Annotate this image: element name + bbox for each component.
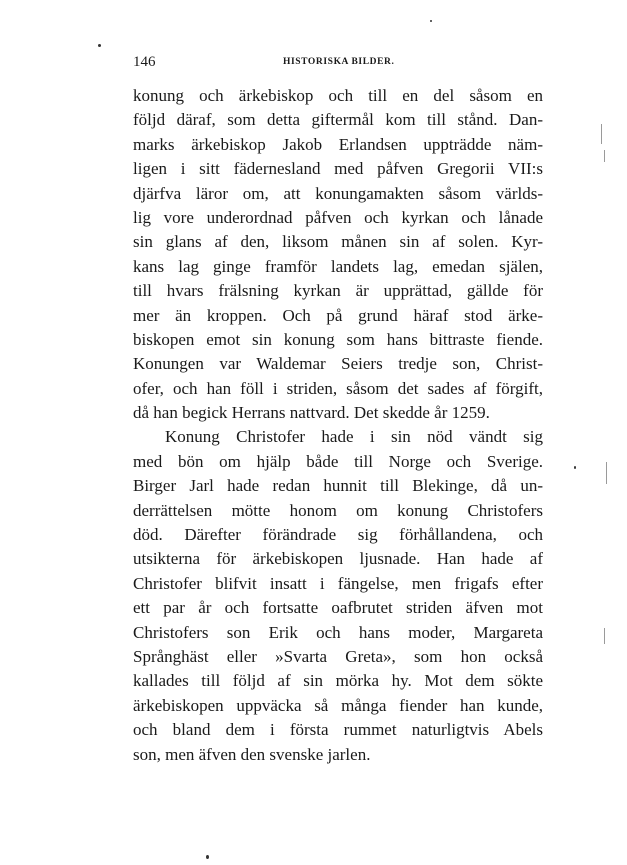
dust-speck bbox=[98, 44, 101, 47]
text-line: och bland dem i första rummet naturligtvis Abels bbox=[133, 720, 543, 740]
text-line: till hvars frälsning kyrkan är upprättad, gällde för bbox=[133, 281, 543, 301]
dust-speck bbox=[574, 466, 576, 469]
text-line: ärkebiskopen uppväcka så många fiender han kunde, bbox=[133, 695, 543, 715]
running-head bbox=[133, 53, 543, 71]
show-through-mark bbox=[601, 124, 602, 144]
text-line: derrättelsen mötte honom om konung Christofers bbox=[133, 500, 543, 520]
text-line: ligen i sitt fädernesland med påfven Gregorii VII:s bbox=[133, 159, 543, 179]
text-line: utsikterna för ärkebiskopen ljusnade. Han hade af bbox=[133, 549, 543, 569]
text-line: Christofers son Erik och hans moder, Margareta bbox=[133, 622, 543, 642]
text-line: biskopen emot sin konung som hans bittraste fiende. bbox=[133, 329, 543, 349]
page-number: 146 bbox=[133, 54, 156, 70]
text-line: Konungen var Waldemar Seiers tredje son, Christ- bbox=[133, 354, 543, 374]
paragraph-2 bbox=[133, 425, 543, 766]
text-line: kans lag ginge framför landets lag, emedan själen, bbox=[133, 256, 543, 276]
text-line: Birger Jarl hade redan hunnit till Blekinge, då un- bbox=[133, 476, 543, 496]
text-line: följd däraf, som detta giftermål kom till stånd. Dan- bbox=[133, 110, 543, 130]
text-line: djärfva läror om, att konungamakten såsom världs- bbox=[133, 183, 543, 203]
show-through-mark bbox=[604, 150, 605, 162]
text-line: son, men äfven den svenske jarlen. bbox=[133, 744, 371, 764]
text-line: konung och ärkebiskop och till en del såsom en bbox=[133, 86, 543, 105]
body-text bbox=[133, 84, 543, 767]
text-line: med bön om hjälp både till Norge och Sverige. bbox=[133, 451, 543, 471]
text-line: död. Därefter förändrade sig förhållandena, och bbox=[133, 525, 543, 545]
text-line: sin glans af den, liksom månen sin af solen. Kyr- bbox=[133, 232, 543, 252]
running-title: HISTORISKA BILDER. bbox=[283, 57, 395, 67]
dust-speck bbox=[430, 20, 432, 22]
show-through-mark bbox=[604, 628, 605, 644]
text-line: Christofer blifvit insatt i fängelse, men frigafs efter bbox=[133, 573, 543, 593]
show-through-mark bbox=[606, 462, 607, 484]
text-line: Konung Christofer hade i sin nöd vändt sig bbox=[165, 427, 543, 447]
paragraph-1 bbox=[133, 84, 543, 425]
text-line: mer än kroppen. Och på grund häraf stod ärke- bbox=[133, 305, 543, 325]
text-line: kallades till följd af sin mörka hy. Mot dem sökte bbox=[133, 671, 543, 691]
text-line: marks ärkebiskop Jakob Erlandsen uppträdde näm- bbox=[133, 134, 543, 154]
text-line: ofer, och han föll i striden, såsom det sades af förgift, bbox=[133, 378, 543, 398]
text-line: Språnghäst eller »Svarta Greta», som hon också bbox=[133, 646, 543, 666]
text-line: då han begick Herrans nattvard. Det skedde år 1259. bbox=[133, 403, 490, 423]
text-line: ett par år och fortsatte oafbrutet striden äfven mot bbox=[133, 598, 543, 618]
text-line: lig vore underordnad påfven och kyrkan och lånade bbox=[133, 207, 543, 227]
dust-speck bbox=[206, 855, 209, 859]
